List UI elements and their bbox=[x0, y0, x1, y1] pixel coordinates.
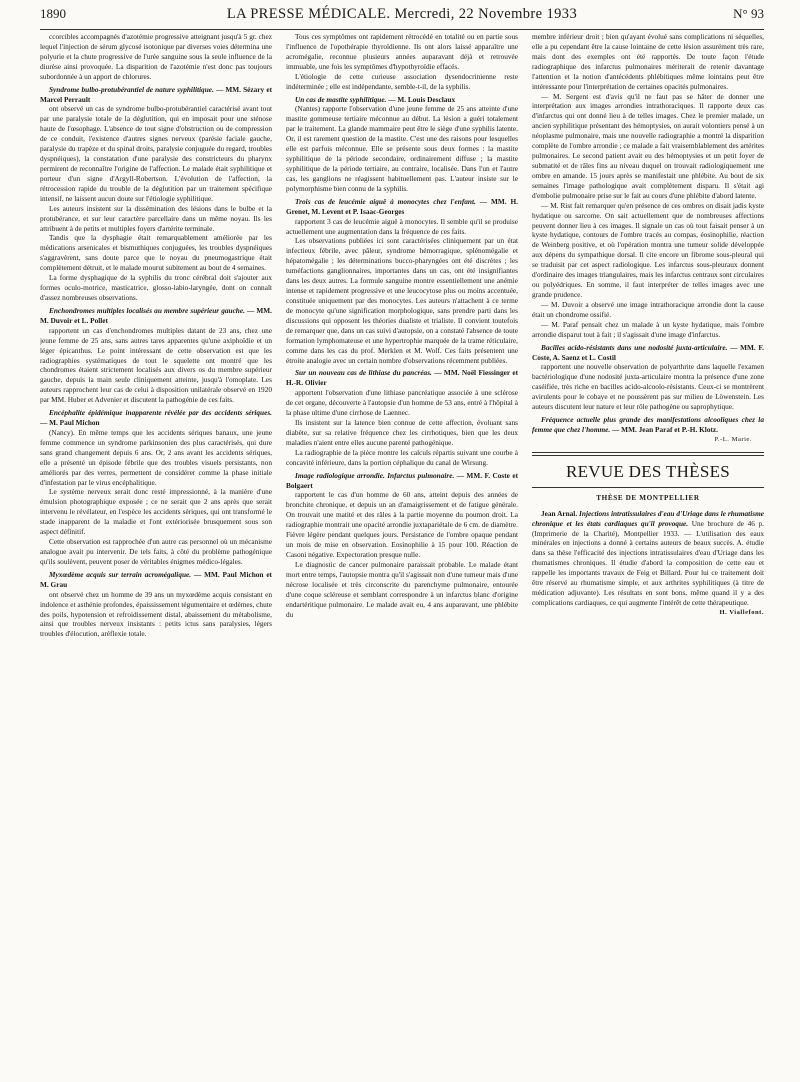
column-3-articles bbox=[532, 32, 764, 435]
article-heading bbox=[40, 85, 272, 105]
paragraph: rapportent le cas d'un homme de 60 ans, atteint depuis des années de bronchite chronique, et depuis un an d'amaigrissement et de fatigue générale. On trouvait une matité et des râles à la partie moyenne du poumon droit. La radiographie montrait une opacité arrondie juxtapariétale de 6 cm. de diamètre. Fièvre légère pendant quelques jours. Persistance de l'ombre opaque pendant un mois de mise en observation. Eosinophilie à 15 pour 100. Réaction de Casoni négative. Expectoration presque nulle. bbox=[286, 490, 518, 560]
article-heading bbox=[40, 570, 272, 590]
article-heading bbox=[286, 95, 518, 105]
paragraph: Le diagnostic de cancer pulmonaire paraissait probable. Le malade étant mort entre temps, l'autopsie montra qu'il s'agissait non d'une tumeur mais d'une nécrose localisée et très circonscrite du parenchyme pulmonaire, entourée d'une coque scléreuse et semblant correspondre à un infarctus blanc d'origine endartéritique pulmonaire. Le malade avait eu, 4 ans auparavant, une phlébite du bbox=[286, 559, 518, 619]
revue-des-theses-title: REVUE DES THÈSES bbox=[565, 461, 731, 481]
journal-title: LA PRESSE MÉDICALE. Mercredi, 22 Novembre 1933 bbox=[226, 6, 578, 22]
paragraph: rapportent 3 cas de leucémie aiguë à monocytes. Il semble qu'il se produise actuellement une augmentation dans la fréquence de ces faits. bbox=[286, 216, 518, 236]
paragraph: ccorcibles accompagnés d'azotémie progressive atteignant jusqu'à 5 gr. chez lequel l'injection de sérum glycosé isotonique par diverses voies détermina une polyurie et la chute progressive de l'urée sanguine sous la seule influence de la diurèse ainsi provoquée. La disparition de l'azotémie n'est donc pas toujours subordonnée à un apport de chlorures. bbox=[40, 32, 272, 81]
thesis-review bbox=[532, 509, 764, 608]
paragraph: L'étiologie de cette curieuse association dysendocrinienne reste indéterminée ; elle est indépendante, semble-t-il, de la syphilis. bbox=[286, 71, 518, 91]
article-title: Image radiologique arrondie. Infarctus pulmonaire. bbox=[295, 470, 455, 480]
paragraph: ont observé un cas de syndrome bulbo-protubérantiel caractérisé avant tout par une paralysie totale de la déglutition, qui en imposait pour une sténose haute de l'œsophage. L'absence de tout signe d'obstruction ou de compression de ce conduit, l'existence d'autres signes nerveux (parésie faciale gauche, paralysie du trapèze et du spinal droits, paralysie conjuguée du regard, troubles dyspnéiques), la constatation d'une paralysie des constricteurs du pharynx permirent de reconnaître l'origine de l'affection. Le malade était syphilitique et porteur d'un signe d'Argyll-Robertson. L'évolution de l'affection, la rétrocession rapide du trouble de la déglutition par un traitement spécifique intensif, ne laissent aucun doute sur l'étiologie syphilitique. bbox=[40, 104, 272, 203]
article-authors: — MM. M. Duvoir et L. Pollet bbox=[40, 305, 272, 325]
paragraph: membre inférieur droit ; bien qu'ayant évolué sans complications ni séquelles, elle a pu cependant être la cause lointaine de cette lésion assurément très rare, mais dont des exemples ont été rapportés. De toute façon l'étude radiographique des infarctus pulmonaires mériterait de retenir davantage l'attention et la notion d'antécédents phlébitiques même lointains peut être intéressante pour l'interprétation de certaines opacités pulmonaires. bbox=[532, 32, 764, 91]
section-rule bbox=[532, 452, 764, 453]
paragraph: rapportent une nouvelle observation de polyarthrite dans laquelle l'examen bactériologique d'une nodosité juxta-articulaire montra la présence d'une zone caséifiée, très riche en bacilles acido-alcoolo-résistants. Ceux-ci se montrèrent avirulents pour le cobaye et ne poussèrent pas sur milieu de Löwenstein. Les auteurs discutent leur nature et leur rôle pathogène ou saprophytique. bbox=[532, 362, 764, 412]
title-rule bbox=[532, 487, 764, 488]
article-title: Trois cas de leucémie aiguë à monocytes chez l'enfant. bbox=[295, 196, 476, 206]
article-heading bbox=[532, 415, 764, 435]
article-title: Un cas de mastite syphilitique. bbox=[295, 94, 387, 104]
section-signature: P.-L. Marie. bbox=[714, 435, 752, 443]
article-heading bbox=[286, 471, 518, 491]
issue-number: N° 93 bbox=[733, 6, 764, 21]
thesis-section-subtitle: THÈSE DE MONTPELLIER bbox=[596, 493, 700, 502]
article-title: Syndrome bulbo-protubérantiel de nature syphilitique. bbox=[49, 84, 214, 94]
paragraph: La radiographie de la pièce montre les calculs répartis suivant une courbe à concavité inférieure, dans la portion céphalique du canal de Wirsung. bbox=[286, 447, 518, 467]
page-number-left: 1890 bbox=[40, 6, 66, 21]
article-heading bbox=[40, 306, 272, 326]
paragraph: — M. Paraf pensait chez un malade à un kyste hydatique, mais l'ombre arrondie disparut tout à fait ; il s'agissait d'une image d'infarctus. bbox=[532, 319, 764, 339]
article-title: Myxœdème acquis sur terrain acromégalique. bbox=[49, 569, 192, 579]
thesis-body: Une brochure de 46 p. (Imprimerie de la Charité), Montpellier 1933. — L'utilisation des eaux minérales en injections a donné à certains auteurs de beaux succès. A. étudie dans sa thèse l'efficacité des injections intratissulaires d'eau d'Uriage dans les rhumatismes chroniques. Il étudie d'abord la composition de cette eau et rappelle les importants travaux de Feig et Billard. Pour lui ce traitement doit être réservé au rhumatisme simple, et aux arthrites syphilitiques (à titre de médication adjuvante). Les résultats en sont bons, même quand il y a des complications cardiaques, ce qui augmente l'intérêt de cette thérapeutique. bbox=[532, 518, 764, 608]
paragraph: Cette observation est rapprochée d'un autre cas personnel où un mécanisme analogue avait pu intervenir. De tels faits, à côté du problème pathogénique qu'ils soulèvent, peuvent poser de véritables énigmes médico-légales. bbox=[40, 537, 272, 566]
paragraph: — M. Duvoir a observé une image intrathoracique arrondie dont la cause était un chondrome ossifié. bbox=[532, 299, 764, 319]
section-rule-thin bbox=[532, 455, 764, 456]
thesis-signature: H. Viallefont. bbox=[719, 608, 764, 616]
paragraph: Ils insistent sur la latence bien connue de cette affection, évoluant sans diabète, sur sa relative fréquence chez les cirrhotiques, bien que les deux maladies n'aient entre elles aucune parenté pathogénique. bbox=[286, 418, 518, 447]
article-title: Fréquence actuelle plus grande des manifestations alcooliques chez la femme que chez l'homme. bbox=[532, 415, 764, 434]
article-title: Sur un nouveau cas de lithiase du pancréas. bbox=[295, 368, 432, 378]
article-title: Encéphalite épidémique inapparente révélée par des accidents sériques. bbox=[49, 408, 272, 418]
paragraph: (Nancy). En même temps que les accidents sériques banaux, une jeune femme commence un syndrome parkinsonien des plus caractérisés, qui dure sans grand changement depuis 6 ans. Or, 2 ans avant les accidents sériques, elle a présenté un épisode fébrile que des troubles visuels persistants, non améliorés par des verres, permettent de considérer comme la phase initiale d'infestation par le virus encéphalitique. bbox=[40, 427, 272, 487]
article-authors: — MM. F. Coste, A. Saenz et L. Costil bbox=[532, 342, 764, 362]
paragraph: apportent l'observation d'une lithiase pancréatique associée à une sclérose de cet organe, découverte à l'autopsie d'un homme de 53 ans, entré à l'hôpital à la phase ultime d'une cirrhose de Laennec. bbox=[286, 388, 518, 418]
article-title: Enchondromes multiples localisés au membre supérieur gauche. bbox=[49, 305, 245, 315]
article-authors: — MM. Paul Michon et M. Grau bbox=[40, 569, 272, 589]
column-3 bbox=[532, 32, 764, 1072]
paragraph: ont observé chez un homme de 39 ans un myxœdème acquis consistant en indolence et asthénie profondes, épaississement tégumentaire et œdèmes, chute des poils, hypotension et refroidissement distal, abaissement du métabolisme, ainsi que troubles nerveux insistants : petits ictus sans paralysies, légers troubles d'élocution, aréflexie totale. bbox=[40, 589, 272, 639]
column-1 bbox=[40, 32, 272, 1072]
header-rule bbox=[40, 29, 764, 30]
article-authors: — MM. Jean Paraf et P.-H. Klotz. bbox=[610, 424, 718, 434]
paragraph: La forme dysphagique de la syphilis du tronc cérébral doit s'ajouter aux formes oculo-motrice, masticatrice, glosso-labio-laryngée, dont on connaît d'assez nombreuses observations. bbox=[40, 273, 272, 302]
article-heading bbox=[286, 368, 518, 388]
article-title: Bacilles acido-résistants dans une nodosité juxta-articulaire. bbox=[541, 342, 728, 352]
paragraph: rapportent un cas d'enchondromes multiples datant de 23 ans, chez une jeune femme de 25 ans, sans autres tares apparentes qu'une axiphoïdie et un léger épicanthus. Le point intéressant de cette observation est que les radiographies systématiques de tout le squelette ont montré que les chondromes étaient strictement localisés aux divers os du membre supérieur gauche, depuis la main seule cliniquement atteinte, jusqu'à l'omoplate. Les auteurs rapprochent leur cas de celui à disposition unilatérale observé en 1920 par MM. Huber et Advenier et discutent la pathogénie de ces faits. bbox=[40, 325, 272, 405]
paragraph: — M. Rist fait remarquer qu'en présence de ces ombres on disait jadis kyste hydatique ou sarcome. On sait actuellement que de nombreuses affections peuvent donner lieu à ces images. Il signale un cas où tout faisait penser à un kyste hydatique, contours de l'ombre tracés au compas, éosinophilie, réaction de Weinberg positive, et où l'opération montra une tumeur solide développée aux dépens du sympathique dorsal. Il cite encore un fibrome sous-pleural qui se traduisit par cet aspect radiologique. Les infarctus sous-pleuraux donnent d'ordinaire des images triangulaires, mais les infarctus centraux sont circulaires ou polyédriques. En somme, il faut interpréter de telles images avec une grande prudence. bbox=[532, 200, 764, 299]
paragraph: Les observations publiées ici sont caractérisées cliniquement par un état infectieux fébrile, avec pâleur, syndrome hémorragique, splénomégalie et hépatomégalie ; les déterminations bucco-pharyngées ont été discrètes ; les tuméfactions ganglionnaires, importantes dans un cas, ont été insignifiantes dans les deux autres. La formule sanguine montre essentiellement une anémie intense et rapidement progressive et une leucocytose plus ou moins accentuée, constituée uniquement par des monocytes. Les auteurs n'attachent à ce terme de monocyte qu'une signification morphologique, sans prendre parti dans les discussions qui opposent les théories dualiste et trialiste. Il convient toutefois de remarquer que, dans un cas suivi d'autopsie, on a constaté l'absence de toute formation lymphomateuse et une hypertrophie marquée de la trame réticulaire, comme dans les cas du prof. Merklen et M. Wolf. Ces faits présentent une étroite analogie avec un certain nombre d'observations récemment publiées. bbox=[286, 236, 518, 365]
article-heading bbox=[40, 408, 272, 428]
article-authors: — MM. Sézary et Marcel Perrault bbox=[40, 84, 272, 104]
column-2 bbox=[286, 32, 518, 1072]
paragraph: — M. Sergent est d'avis qu'il ne faut pas se hâter de donner une interprétation aux images arrondies intrathoraciques. Il rapporte deux cas d'infarctus qui ont donné lieu à de telles images. Chez le premier malade, un ancien syphilitique présentant des hémoptysies, on aurait volontiers pensé à un néoplasme pulmonaire, mais une nouvelle radiographie a montré la disparition complète de l'ombre arrondie ; ce malade a fait vraisemblablement des artérites pulmonaires. Le second patient avait eu des hémoptysies et un petit foyer de submatité et de râles fins au niveau duquel on trouvait radiologiquement une ombre en amande. 15 jours après se manifestait une phlébite. Au bout de six semaines l'image pathologique avait complètement disparu. Il s'était agi d'embolie pulmonaire prise sur le fait au cours d'une phlébite d'abord latente. bbox=[532, 91, 764, 200]
paragraph: Les auteurs insistent sur la dissémination des lésions dans le bulbe et la protubérance, et sur leur caractère parcellaire dans un même noyau. Ils les attribuent à de petits et multiples foyers d'artérite terminale. bbox=[40, 203, 272, 233]
article-authors: — MM. Noël Fiessinger et H.-R. Olivier bbox=[286, 368, 518, 388]
paragraph: Tandis que la dysphagie était remarquablement améliorée par les médications arsenicales et bismuthiques conjuguées, les troubles dyspnéiques s'aggravèrent, sans doute parce que le noyau du pneumogastrique était complètement détruit, et le malade mourut subitement au bout de 4 semaines. bbox=[40, 233, 272, 273]
paragraph: (Nantes) rapporte l'observation d'une jeune femme de 25 ans atteinte d'une mastite gommeuse tertiaire méconnue au début. La lésion a guéri totalement par le traitement. La glande mammaire peut être le siège d'une syphilis latente. Or, il est rarement question de la mastite. C'est une des raisons pour lesquelles elle est parfois méconnue. Elle se présente sous deux formes : la mastite syphilitique de la période secondaire, ordinairement diffuse ; la mastite syphilitique de la période tertiaire, au contraire, localisée. Dans l'un et l'autre cas, les ganglions ne réagissent habituellement pas. L'auteur insiste sur le polymorphisme bien connu de la syphilis. bbox=[286, 104, 518, 193]
paragraph: Tous ces symptômes ont rapidement rétrocédé en totalité ou en partie sous l'influence de l'opothérapie thyroïdienne. Ils ont alors laissé apparaître une acromégalie, reconnue plusieurs années auparavant déjà et retrouvée immuable, une fois les symptômes d'hypothyroïdie effacés. bbox=[286, 32, 518, 71]
thesis-title: Injections intratissulaires d'eau d'Uriage dans le rhumatisme chronique et les états cardiaques qu'il provoque. bbox=[532, 508, 764, 528]
article-heading bbox=[286, 197, 518, 217]
article-authors: — M. Paul Michon bbox=[40, 418, 100, 428]
thesis-author: Jean Arnal. bbox=[541, 508, 578, 518]
article-authors: — MM. H. Grenet, M. Levent et P. Isaac-Georges bbox=[286, 196, 518, 216]
article-heading bbox=[532, 343, 764, 363]
paragraph: Le système nerveux serait donc resté impressionné, à la manière d'une émulsion photographique exposée ; ce ne serait que 2 ans après que serait intervenu le révélateur, en l'espèce les accidents sériques, qui ont transformé le stade inapparent de la maladie et l'ont extériorisée brusquement sous son aspect définitif. bbox=[40, 487, 272, 537]
article-authors: — M. Louis Desclaux bbox=[386, 94, 456, 104]
article-authors: — MM. F. Coste et Bolgaert bbox=[286, 470, 518, 490]
